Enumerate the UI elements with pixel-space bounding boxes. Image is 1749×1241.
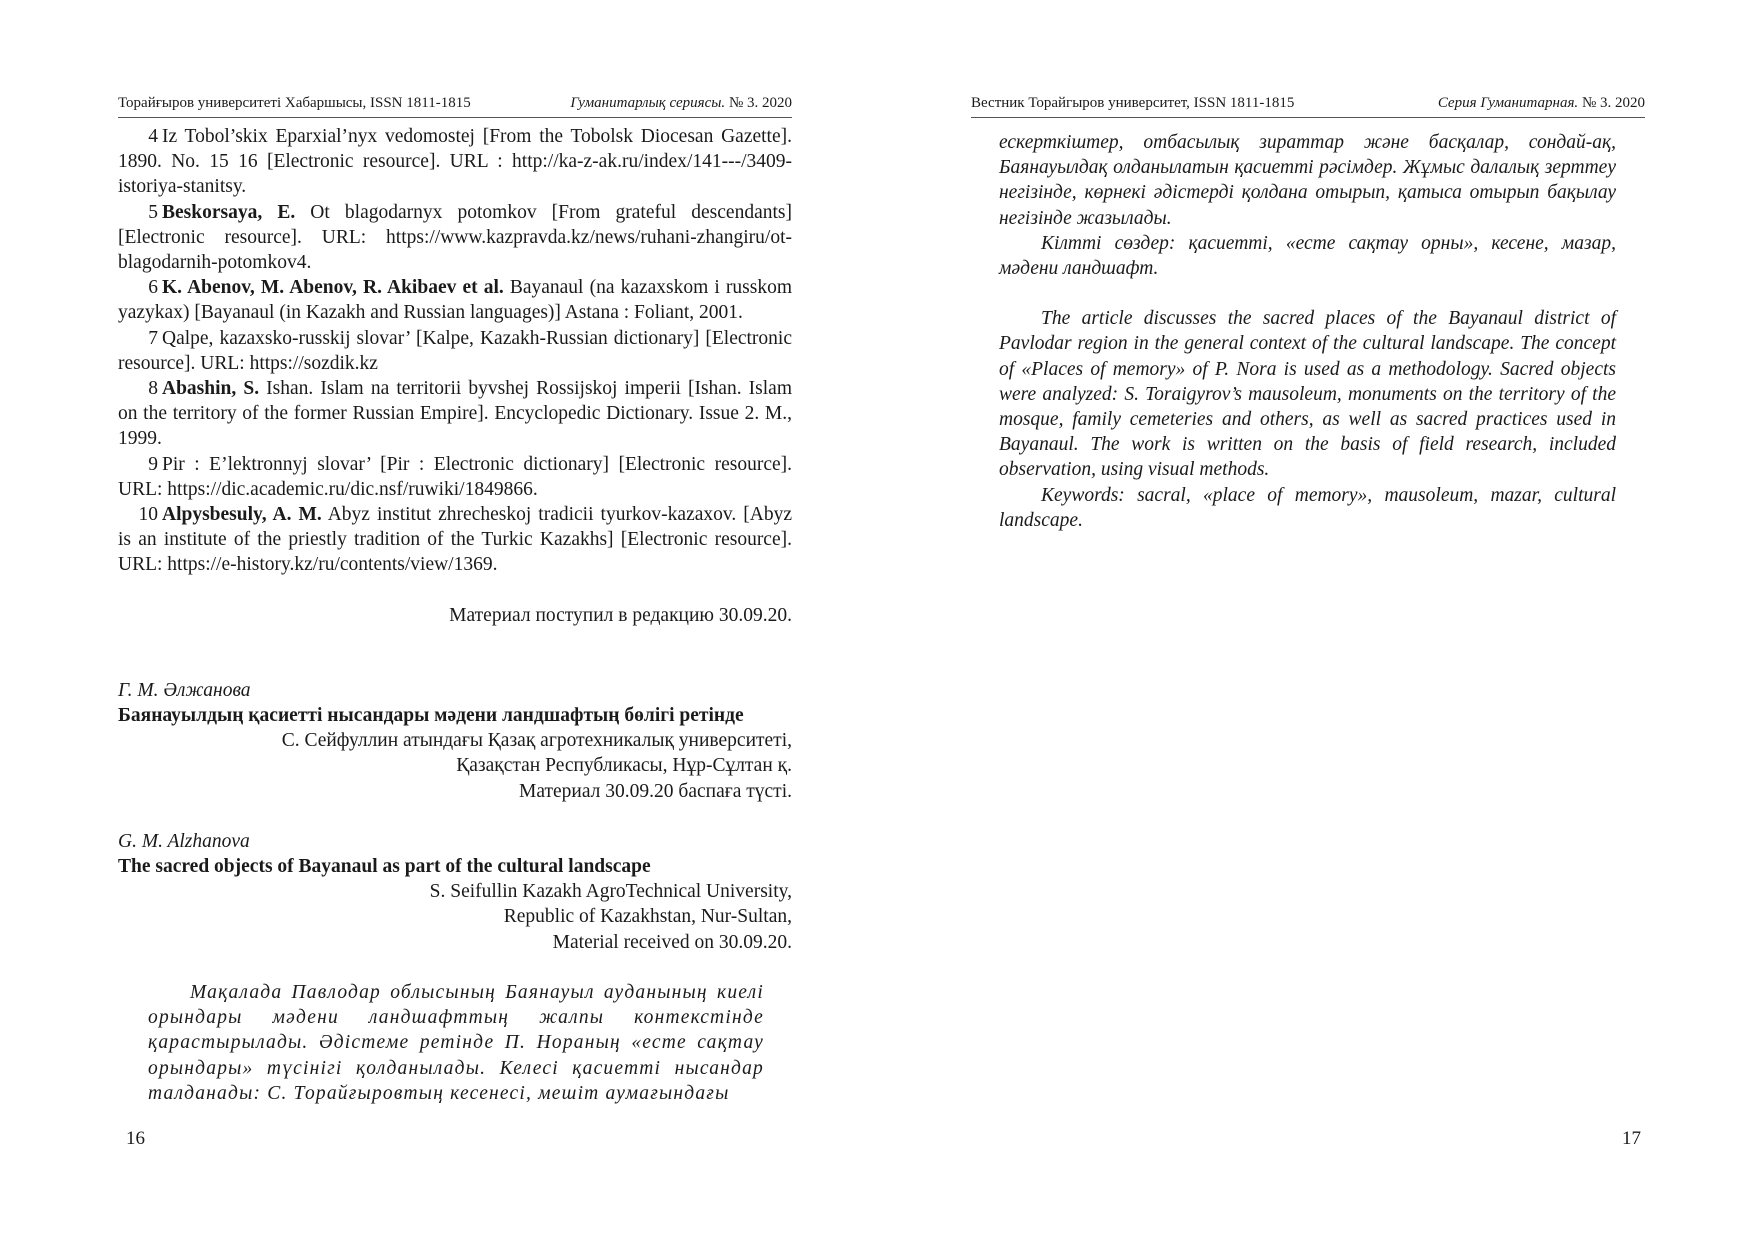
reference-author: Beskorsaya, E. (162, 201, 296, 223)
en-author: G. M. Alzhanova (118, 830, 250, 852)
kz-affiliation-location: Қазақстан Республикасы, Нұр-Сұлтан қ. (456, 755, 792, 777)
reference-number: 9 (148, 453, 158, 475)
reference-number: 6 (148, 277, 158, 299)
reference-text: Pir : E’lektronnyj slovar’ [Pir : Electronic dictionary] [Electronic resource]. URL: https://dic.academic.ru/dic.nsf/ruwiki/1849866. (118, 453, 792, 500)
kazakh-article-info (118, 678, 792, 804)
reference-number: 4 (148, 126, 158, 147)
kz-abstract-text: Мақалада Павлодар облысының Баянауыл ауданының киелі орындары мәдени ландшафттың жалпы контекстінде қарастырылады. Әдістеме ретінде П. Нораның «есте сақтау орындары» түсінігі қолданылады. Келесі қасиетті нысандар талданады: С. Торайғыровтың кесенесі, мешіт аумағындағы (148, 982, 764, 1104)
series-name: Серия Гуманитарная. (1437, 95, 1579, 111)
series-issue (1438, 93, 1645, 113)
right-page (874, 0, 1749, 1241)
en-keywords: Keywords: sacral, «place of memory», mausoleum, mazar, cultural landscape. (999, 484, 1616, 531)
reference-number: 10 (138, 504, 158, 526)
en-abstract: The article discusses the sacred places of the Bayanaul district of Pavlodar region in the general context of the cultural landscape. The concept of «Places of memory» of P. Nora is used as a methodology. Sacred objects were analyzed: S. Toraigyrov’s mausoleum, monuments on the territory of the mosque, family cemeteries and others, as well as sacred practices used in Bayanaul. The work is written on the basis of field research, included observation, using visual methods. (999, 308, 1616, 481)
reference-text: Iz Tobol’skix Eparxial’nyx vedomostej [From the Tobolsk Diocesan Gazette]. 1890. No. 15 16 [Electronic resource]. URL : http://ka-z-ak.ru/index/141---/3409-istoriya-stanitsy. (118, 126, 792, 198)
kz-abstract (148, 980, 764, 1106)
reference-text: Abyz institut zhrecheskoj tradicii tyurkov-kazaxov. [Abyz is an institute of the priestly tradition of the Turkic Kazakhs] [Electronic resource]. URL: https://e-history.kz/ru/contents/view/1369. (118, 504, 792, 576)
kz-affiliation: С. Сейфуллин атындағы Қазақ агротехникалық университеті, (281, 730, 792, 752)
reference-item (118, 502, 792, 578)
running-header (971, 91, 1645, 118)
received-note: Материал поступил в редакцию 30.09.20. (449, 604, 792, 626)
reference-text: Qalpe, kazaxsko-russkij slovar’ [Kalpe, Kazakh-Russian dictionary] [Electronic resource]. URL: https://sozdik.kz (118, 327, 792, 374)
page-number: 17 (1622, 1128, 1641, 1149)
journal-title: Вестник Торайгыров университет, ISSN 1811-1815 (971, 95, 1295, 111)
series-name: Гуманитарлық сериясы. (570, 95, 726, 111)
en-affiliation-location: Republic of Kazakhstan, Nur-Sultan, (503, 906, 792, 928)
reference-number: 8 (148, 378, 158, 400)
reference-item (118, 376, 792, 452)
reference-author: Abashin, S. (162, 378, 260, 400)
issue-number: № 3. 2020 (728, 95, 792, 111)
kz-received: Материал 30.09.20 баспаға түсті. (519, 780, 792, 802)
reference-number: 7 (148, 327, 158, 349)
reference-text: Bayanaul (na kazaxskom i russkom yazykax) [Bayanaul (in Kazakh and Russian languages)] Astana : Foliant, 2001. (118, 277, 792, 324)
kz-keywords: Кілтті сөздер: қасиетті, «есте сақтау орны», кесене, мазар, мәдени ландшафт. (999, 232, 1616, 280)
kz-author: Г. М. Әлжанова (118, 679, 251, 701)
reference-item (118, 275, 792, 325)
kz-title: Баянауылдың қасиетті нысандары мәдени ландшафтың бөлігі ретінде (118, 705, 744, 727)
english-article-info (118, 829, 792, 955)
reference-item (118, 452, 792, 502)
reference-item (118, 124, 792, 200)
series-issue (570, 93, 792, 113)
running-header (118, 91, 792, 118)
en-affiliation: S. Seifullin Kazakh AgroTechnical University, (429, 881, 792, 903)
reference-list (118, 124, 792, 578)
reference-item (118, 326, 792, 376)
en-received: Material received on 30.09.20. (552, 931, 792, 953)
reference-author: Alpysbesuly, A. M. (162, 504, 322, 526)
left-page (0, 0, 874, 1241)
page-number: 16 (126, 1128, 145, 1149)
reference-number: 5 (148, 201, 158, 223)
en-title: The sacred objects of Bayanaul as part of the cultural landscape (118, 856, 651, 878)
right-body (999, 130, 1616, 533)
journal-title: Торайғыров университеті Хабаршысы, ISSN 1811-1815 (118, 95, 471, 111)
kz-abstract-continuation: ескерткіштер, отбасылық зираттар және басқалар, сондай-ақ, Баянауылдақ олданылатын қасиетті рәсімдер. Жұмыс далалық зерттеу негізінде, көрнекі әдістерді қолдана отырып, қатыса отырып бақылау негізінде жазылады. (999, 132, 1616, 229)
reference-text: Ishan. Islam na territorii byvshej Rossijskoj imperii [Ishan. Islam on the territory of the former Russian Empire]. Encyclopedic Dictionary. Issue 2. M., 1999. (118, 378, 793, 450)
left-body (118, 124, 792, 955)
reference-item (118, 200, 792, 276)
reference-text: Ot blagodarnyx potomkov [From grateful descendants] [Electronic resource]. URL: https://www.kazpravda.kz/news/ruhani-zhangiru/ot-blagodarnih-potomkov4. (118, 201, 792, 274)
reference-author: K. Abenov, M. Abenov, R. Akibaev et al. (162, 277, 504, 299)
issue-number: № 3. 2020 (1581, 95, 1645, 111)
